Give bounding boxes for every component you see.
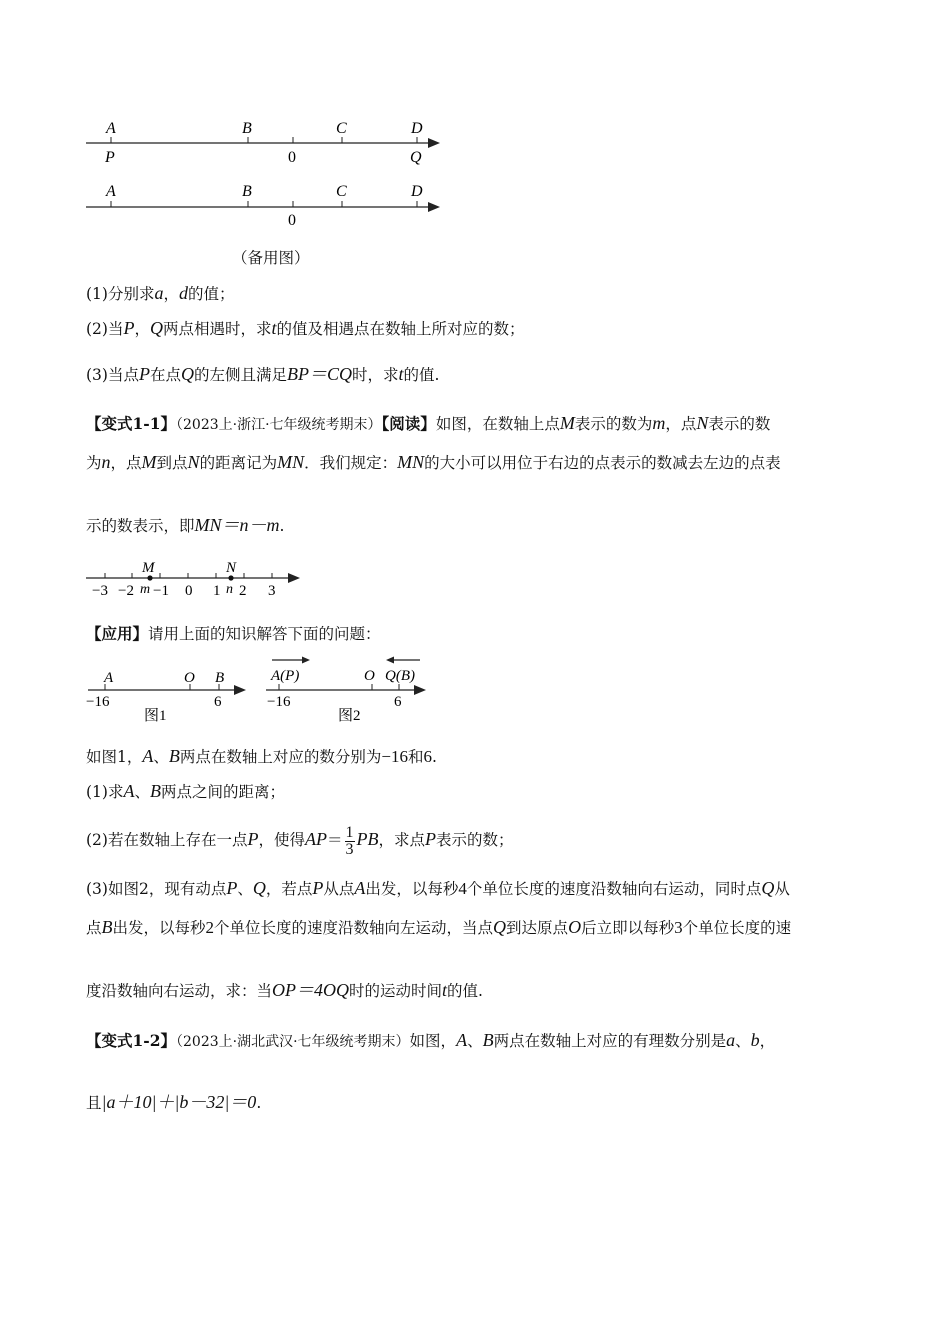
fig2-label-O: O [364, 668, 375, 684]
fig1-label-A: A [104, 670, 114, 686]
fig1-label-6: 6 [214, 694, 222, 710]
fig2-caption: 图2 [338, 708, 361, 724]
v11-part2: (2)若在数轴上存在一点P，使得AP＝ $\frac{1}{3}$ PB，求点P表示的数； [86, 823, 514, 858]
tick-neg3: −3 [92, 583, 108, 599]
label-m: m [140, 582, 151, 597]
v11-part3-line1: (3)如图2，现有动点P、Q，若点P从点A出发，以每秒4个单位长度的速度沿数轴向右运动，同时点Q从 [86, 878, 790, 898]
fig2-label-AP: A(P) [271, 668, 300, 684]
fig2-label-QB: Q(B) [385, 668, 415, 684]
label-M: M [142, 560, 155, 576]
number-line-figure [80, 112, 450, 234]
label-A: A [106, 120, 116, 137]
apply-heading: 【应用】请用上面的知识解答下面的问题： [86, 624, 381, 643]
v11-part3-line2: 点B出发，以每秒2个单位长度的速度沿数轴向左运动，当点Q到达原点O后立即以每秒3个单位长度的速 [86, 917, 792, 937]
label-A-2: A [106, 183, 116, 200]
tick-neg1: −1 [153, 583, 169, 599]
figure-1 [86, 670, 246, 724]
label-D: D [411, 120, 423, 137]
fig1-caption: 图1 [144, 708, 167, 724]
label-D-2: D [411, 183, 423, 200]
variant-1-2-line2: 且|a＋10|＋|b－32|＝0. [86, 1092, 262, 1112]
label-C: C [336, 120, 347, 137]
label-N: N [226, 560, 237, 576]
point-N [228, 575, 233, 580]
variant-1-2-line1: 【变式1-2】（2023上·湖北武汉·七年级统考期末）如图，A、B两点在数轴上对应的有理数分别是a、b， [86, 1030, 776, 1050]
fig1-label-neg16: −16 [86, 694, 110, 710]
variant-tag: 【变式1-1】 [86, 414, 177, 433]
v11-part1: (1)求A、B两点之间的距离； [86, 781, 285, 801]
point-M [147, 575, 152, 580]
v11-intro: 如图1，A、B两点在数轴上对应的数分别为−16和6. [86, 746, 437, 766]
label-P: P [105, 149, 115, 166]
mn-number-line [84, 556, 306, 602]
tick-0: 0 [185, 583, 193, 599]
variant-1-1-line3: 示的数表示，即MN＝n－m. [86, 515, 285, 535]
fig2-label-neg16: −16 [267, 694, 291, 710]
label-C-2: C [336, 183, 347, 200]
tick-1: 1 [213, 583, 221, 599]
label-zero: 0 [288, 149, 296, 166]
label-B: B [242, 120, 252, 137]
fig1-label-B: B [215, 670, 225, 686]
label-B-2: B [242, 183, 252, 200]
label-n: n [226, 582, 233, 597]
ab-figures [84, 650, 434, 724]
variant-1-1-line2: 为n，点M到点N的距离记为MN．我们规定：MN的大小可以用位于右边的点表示的数减去左边的点表 [86, 452, 781, 472]
fig2-label-6: 6 [394, 694, 402, 710]
tick-neg2: −2 [118, 583, 134, 599]
label-Q: Q [410, 149, 422, 166]
v11-part3-line3: 度沿数轴向右运动，求：当OP＝4OQ时的运动时间t的值. [86, 980, 483, 1000]
q1-part1: (1)分别求a，d的值； [86, 283, 235, 303]
number-line-spare [86, 183, 440, 229]
figure-2 [266, 657, 426, 725]
fraction-one-third: $\frac{1}{3}$ [345, 823, 354, 858]
tick-3: 3 [268, 583, 276, 599]
q1-part2: (2)当P，Q两点相遇时，求t的值及相遇点在数轴上所对应的数； [86, 318, 525, 338]
tick-2: 2 [239, 583, 247, 599]
label-zero-2: 0 [288, 212, 296, 229]
fig1-label-O: O [184, 670, 195, 686]
number-line-main [86, 120, 440, 166]
figure-caption-spare: （备用图） [232, 249, 310, 267]
q1-part3: (3)当点P在点Q的左侧且满足BP＝CQ时，求t的值. [86, 364, 440, 384]
variant-1-1-line1: 【变式1-1】（2023上·浙江·七年级统考期末）【阅读】如图，在数轴上点M表示的数为m，点N表示的数 [86, 413, 771, 433]
